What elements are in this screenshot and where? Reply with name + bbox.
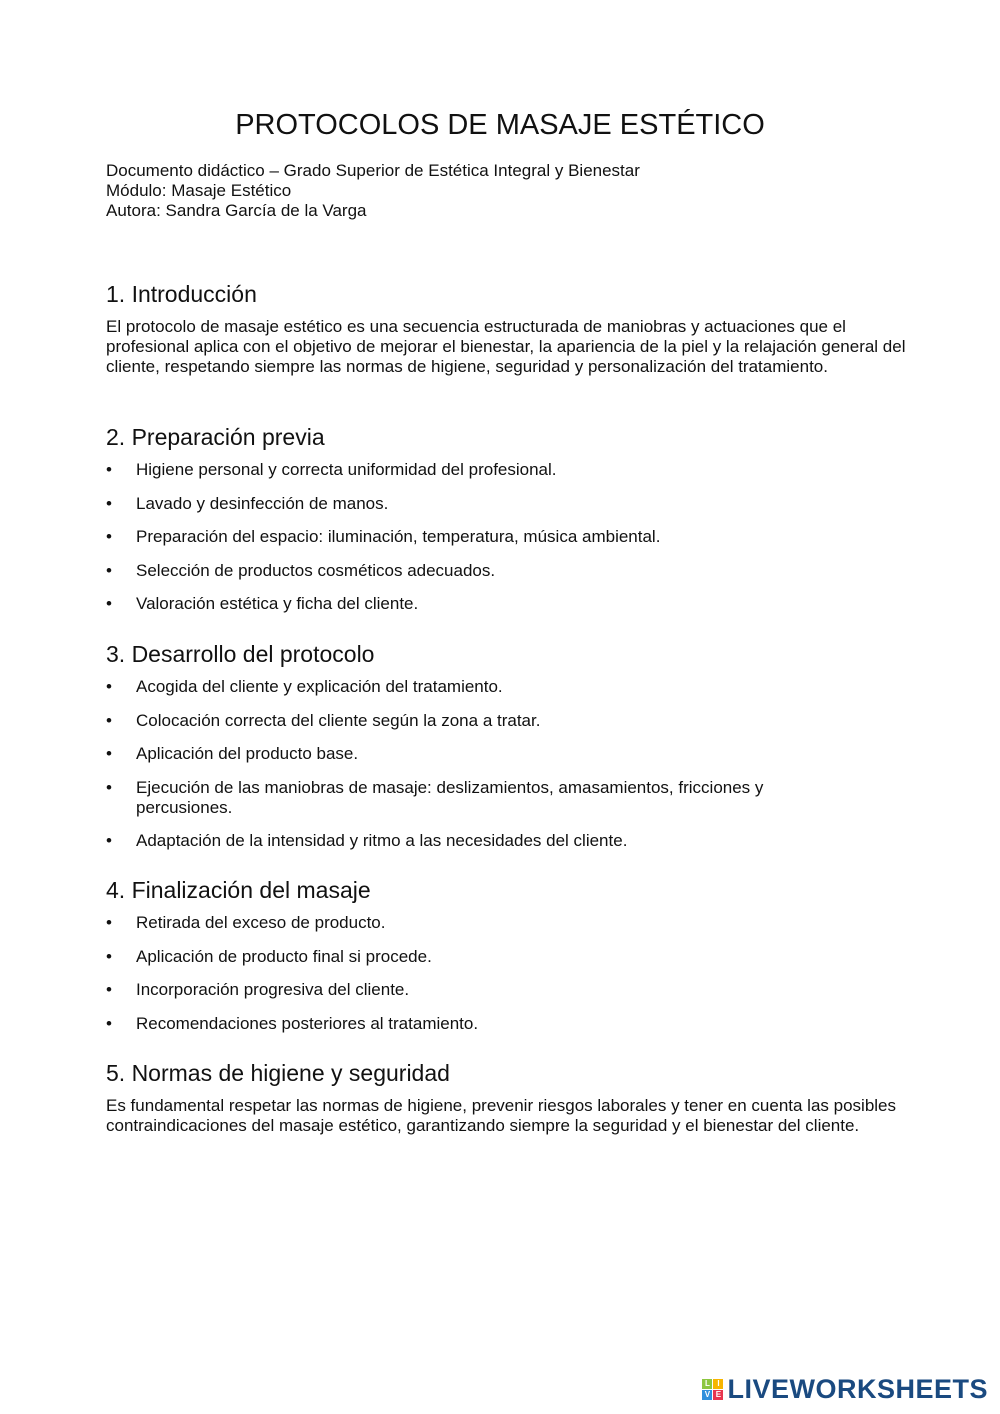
list-item: [106, 831, 906, 851]
bullet-icon: •: [106, 527, 112, 546]
bullet-icon: •: [106, 560, 112, 580]
list-item-text: Higiene personal y correcta uniformidad del profesional.: [136, 460, 557, 479]
list-item: [106, 494, 906, 514]
list-item: [106, 460, 906, 480]
bullet-list: [106, 460, 906, 614]
list-item: [106, 561, 906, 581]
section-finalization: [106, 876, 906, 1047]
logo-tile: I: [713, 1379, 723, 1389]
bullet-icon: •: [106, 913, 112, 932]
bullet-icon: •: [106, 980, 112, 999]
bullet-icon: •: [106, 677, 112, 696]
list-item: [106, 1014, 906, 1034]
list-item-text: Lavado y desinfección de manos.: [136, 493, 389, 513]
bullet-icon: •: [106, 777, 112, 797]
section-heading: 4. Finalización del masaje: [106, 877, 371, 903]
logo-tiles-icon: [702, 1379, 723, 1400]
list-item-text: Preparación del espacio: iluminación, temperatura, música ambiental.: [136, 527, 661, 546]
section-preparation: [106, 423, 906, 628]
logo-text: LIVEWORKSHEETS: [727, 1374, 988, 1404]
bullet-list: [106, 913, 906, 1034]
bullet-list: [106, 677, 906, 851]
bullet-icon: •: [106, 946, 112, 966]
list-item: [106, 778, 856, 818]
logo-tile: L: [702, 1379, 712, 1389]
list-item-text: Valoración estética y ficha del cliente.: [136, 594, 419, 613]
section-heading: 5. Normas de higiene y seguridad: [106, 1060, 450, 1086]
list-item-text: Aplicación de producto final si procede.: [136, 946, 432, 966]
list-item-text: Incorporación progresiva del cliente.: [136, 980, 410, 999]
list-item-text: Adaptación de la intensidad y ritmo a las necesidades del cliente.: [136, 831, 628, 850]
document-title: PROTOCOLOS DE MASAJE ESTÉTICO: [235, 109, 765, 141]
bullet-icon: •: [106, 1013, 112, 1033]
list-item-text: Colocación correcta del cliente según la zona a tratar.: [136, 710, 541, 730]
document-meta: [106, 161, 640, 221]
section-development: [106, 640, 906, 865]
list-item: [106, 744, 906, 764]
list-item-text: Acogida del cliente y explicación del tratamiento.: [136, 677, 503, 696]
bullet-icon: •: [106, 493, 112, 513]
list-item-text: Recomendaciones posteriores al tratamiento.: [136, 1013, 479, 1033]
liveworksheets-logo: [702, 1374, 988, 1405]
bullet-icon: •: [106, 710, 112, 730]
meta-author: Autora: Sandra García de la Varga: [106, 201, 367, 220]
list-item: [106, 947, 906, 967]
section-heading: 3. Desarrollo del protocolo: [106, 641, 375, 667]
meta-course: Documento didáctico – Grado Superior de Estética Integral y Bienestar: [106, 161, 640, 180]
list-item: [106, 913, 906, 933]
section-hygiene-safety: [106, 1059, 906, 1136]
logo-tile: E: [713, 1390, 723, 1400]
list-item: [106, 711, 906, 731]
section-paragraph: Es fundamental respetar las normas de higiene, prevenir riesgos laborales y tener en cuenta las posibles contraindicaciones del masaje estético, garantizando siempre la seguridad y el bienestar del cliente.: [106, 1096, 897, 1135]
list-item: [106, 980, 906, 1000]
section-heading: 2. Preparación previa: [106, 424, 325, 450]
logo-tile: V: [702, 1390, 712, 1400]
bullet-icon: •: [106, 594, 112, 613]
section-introduction: [106, 280, 906, 377]
list-item-text: Selección de productos cosméticos adecuados.: [136, 560, 496, 580]
list-item: [106, 527, 906, 547]
list-item: [106, 677, 906, 697]
bullet-icon: •: [106, 831, 112, 850]
bullet-icon: •: [106, 744, 112, 763]
section-paragraph: El protocolo de masaje estético es una secuencia estructurada de maniobras y actuaciones que el profesional aplica con el objetivo de mejorar el bienestar, la apariencia de la piel y la relajación general del cliente, respetando siempre las normas de higiene, seguridad y personalización del tratamiento.: [106, 317, 906, 376]
list-item-text: Ejecución de las maniobras de masaje: deslizamientos, amasamientos, fricciones y percusiones.: [136, 777, 764, 817]
list-item: [106, 594, 906, 614]
section-heading: 1. Introducción: [106, 281, 257, 307]
list-item-text: Retirada del exceso de producto.: [136, 913, 386, 932]
bullet-icon: •: [106, 460, 112, 479]
meta-module: Módulo: Masaje Estético: [106, 181, 292, 200]
list-item-text: Aplicación del producto base.: [136, 744, 359, 763]
